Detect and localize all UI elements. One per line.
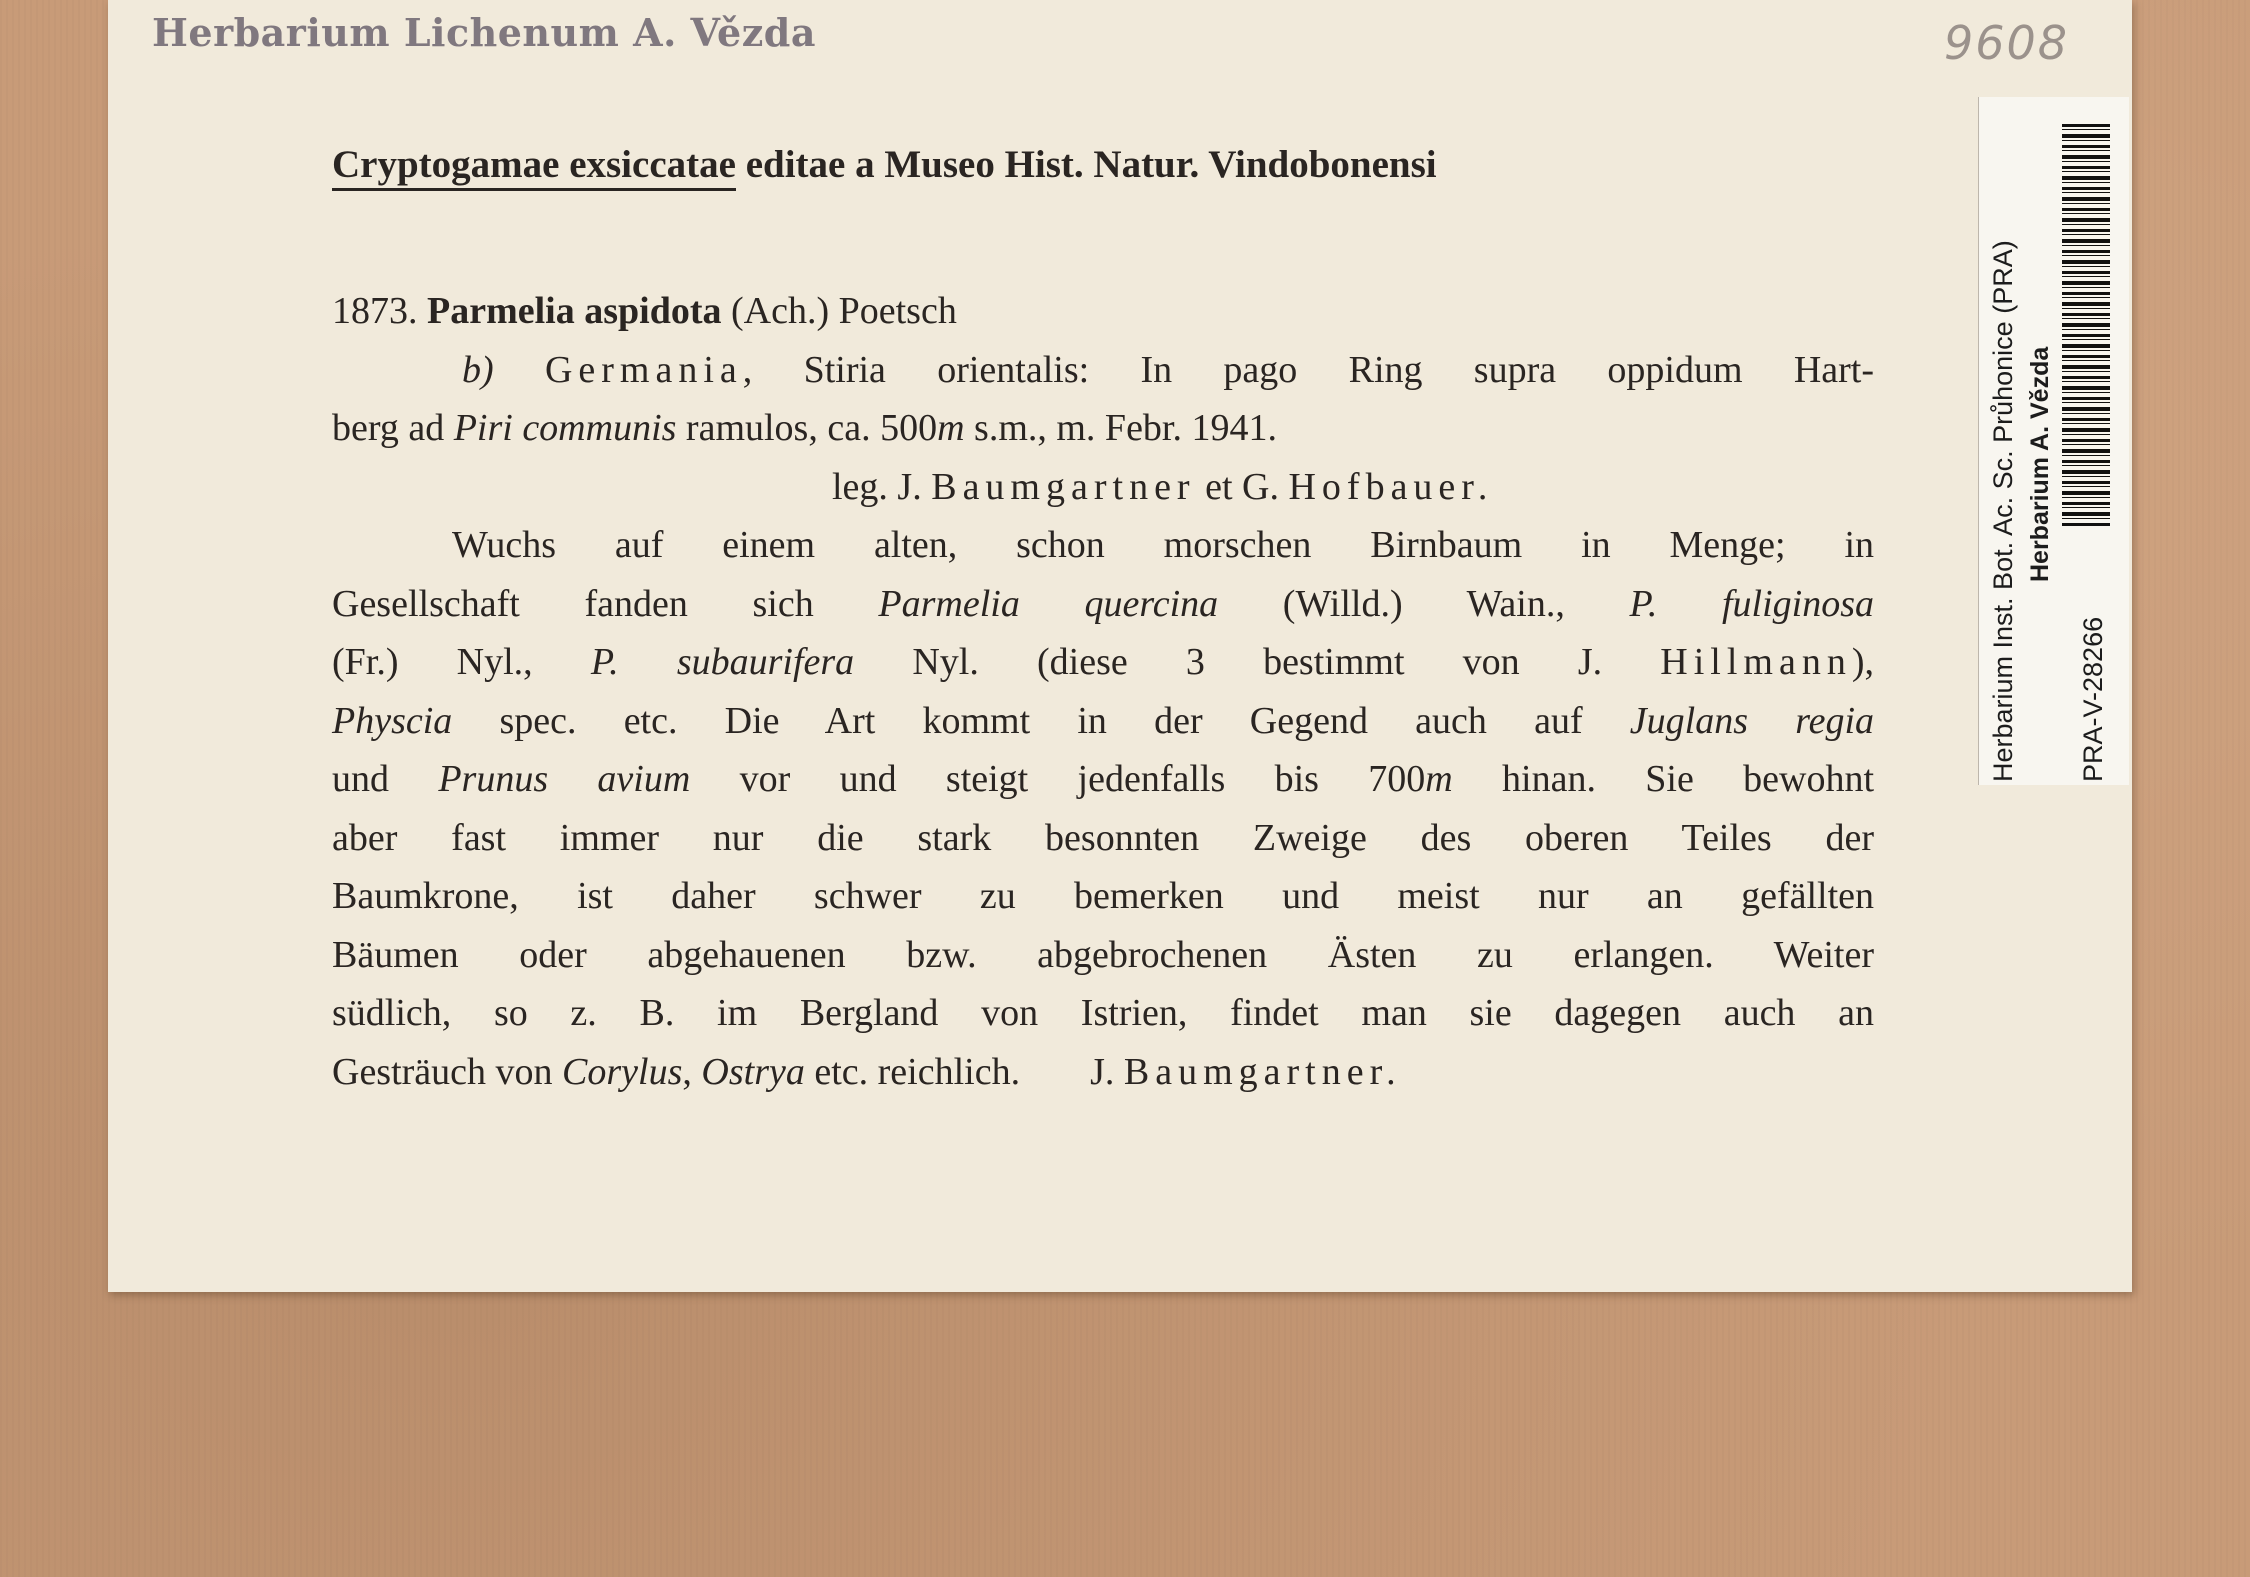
notes-2-species-1: Parmelia quercina (878, 582, 1219, 625)
barcode-institution: Herbarium Inst. Bot. Ac. Sc. Průhonice (PRA) (1988, 240, 2018, 782)
notes-4-species: Juglans regia (1629, 699, 1874, 742)
notes-10a: Gesträuch von (332, 1050, 563, 1093)
notes-4a: spec. etc. Die Art kommt in der Gegend auch auf (452, 699, 1630, 742)
notes-2b: (Willd.) Wain., (1218, 582, 1630, 625)
locality-text-2a: berg ad (332, 407, 454, 449)
notes-4-genus: Physcia (332, 699, 453, 742)
header-rest: editae a Museo Hist. Natur. Vindobonensi (735, 143, 1437, 186)
notes-line-10 (332, 1043, 1874, 1102)
leg-mid: et G. (1195, 465, 1289, 508)
locality-country: Germania (544, 348, 743, 391)
notes-10-genus-2: Ostrya (701, 1050, 805, 1093)
signature-initial: J. (1090, 1050, 1124, 1093)
locality-line-2 (332, 399, 1874, 458)
notes-line-3 (332, 633, 1874, 692)
entry-line (332, 282, 1874, 341)
label-body (332, 282, 1874, 1101)
notes-line-4 (332, 692, 1874, 751)
notes-3-person: Hillmann (1660, 641, 1852, 683)
species-name: Parmelia aspidota (427, 290, 722, 332)
notes-line-5 (332, 750, 1874, 809)
notes-5-unit: m (1425, 758, 1453, 800)
handwritten-number: 9608 (1944, 16, 2070, 70)
notes-5a: und (332, 758, 439, 800)
locality-text-2b: ramulos, ca. 500 (676, 407, 938, 449)
entry-number: 1873. (332, 290, 418, 332)
notes-2a: Gesellschaft fanden sich (332, 582, 879, 625)
notes-line-6: aber fast immer nur die stark besonnten Zweige des oberen Teiles der (332, 816, 1874, 859)
notes-line-9: südlich, so z. B. im Bergland von Istrien, findet man sie dagegen auch an (332, 992, 1874, 1034)
signature-name: Baumgartner. (1123, 1050, 1402, 1093)
notes-line-1: Wuchs auf einem alten, schon morschen Birnbaum in Menge; in (452, 524, 1874, 566)
notes-2-species-2: P. fuliginosa (1629, 582, 1874, 625)
notes-3a: (Fr.) Nyl., (332, 641, 591, 683)
herbarium-stamp: Herbarium Lichenum A. Vězda (152, 10, 816, 55)
notes-line-8: Bäumen oder abgehauenen bzw. abgebrochenen Ästen zu erlangen. Weiter (332, 933, 1874, 976)
notes-10-genus-1: Corylus (562, 1050, 683, 1093)
notes-5-species: Prunus avium (438, 758, 691, 800)
notes-line-2 (332, 575, 1874, 634)
altitude-unit: m (937, 407, 965, 449)
notes-10c: etc. reichlich. (804, 1050, 1021, 1093)
locality-line-1 (332, 341, 1874, 400)
species-authority: (Ach.) Poetsch (721, 290, 957, 332)
collector-1: Baumgartner (931, 465, 1196, 508)
barcode-icon (2062, 124, 2110, 528)
notes-3-species: P. subaurifera (590, 641, 855, 683)
exsiccatae-header (332, 142, 1892, 187)
header-underlined-title: Cryptogamae exsiccatae (332, 143, 736, 191)
leg-prefix: leg. J. (832, 465, 932, 508)
notes-3c: ), (1851, 641, 1874, 683)
locality-text-2c: s.m., m. Febr. 1941. (964, 407, 1277, 449)
barcode-id: PRA-V-28266 (2078, 616, 2108, 782)
notes-10b: , (682, 1050, 702, 1093)
notes-3b: Nyl. (diese 3 bestimmt von J. (854, 641, 1661, 683)
notes-line-7: Baumkrone, ist daher schwer zu bemerken und meist nur an gefällten (332, 875, 1874, 917)
barcode-collection: Herbarium A. Vězda (2026, 346, 2054, 582)
notes-5c: hinan. Sie bewohnt (1452, 758, 1875, 800)
collector-2: Hofbauer. (1288, 465, 1494, 508)
collectors-line (332, 458, 1874, 517)
signature (1020, 1051, 1402, 1093)
locality-text-1: , Stiria orientalis: In pago Ring supra oppidum Hart- (742, 348, 1875, 391)
host-name: Piri communis (453, 407, 677, 449)
notes-5b: vor und steigt jedenfalls bis 700 (690, 758, 1426, 800)
locality-letter: b) (462, 348, 494, 391)
